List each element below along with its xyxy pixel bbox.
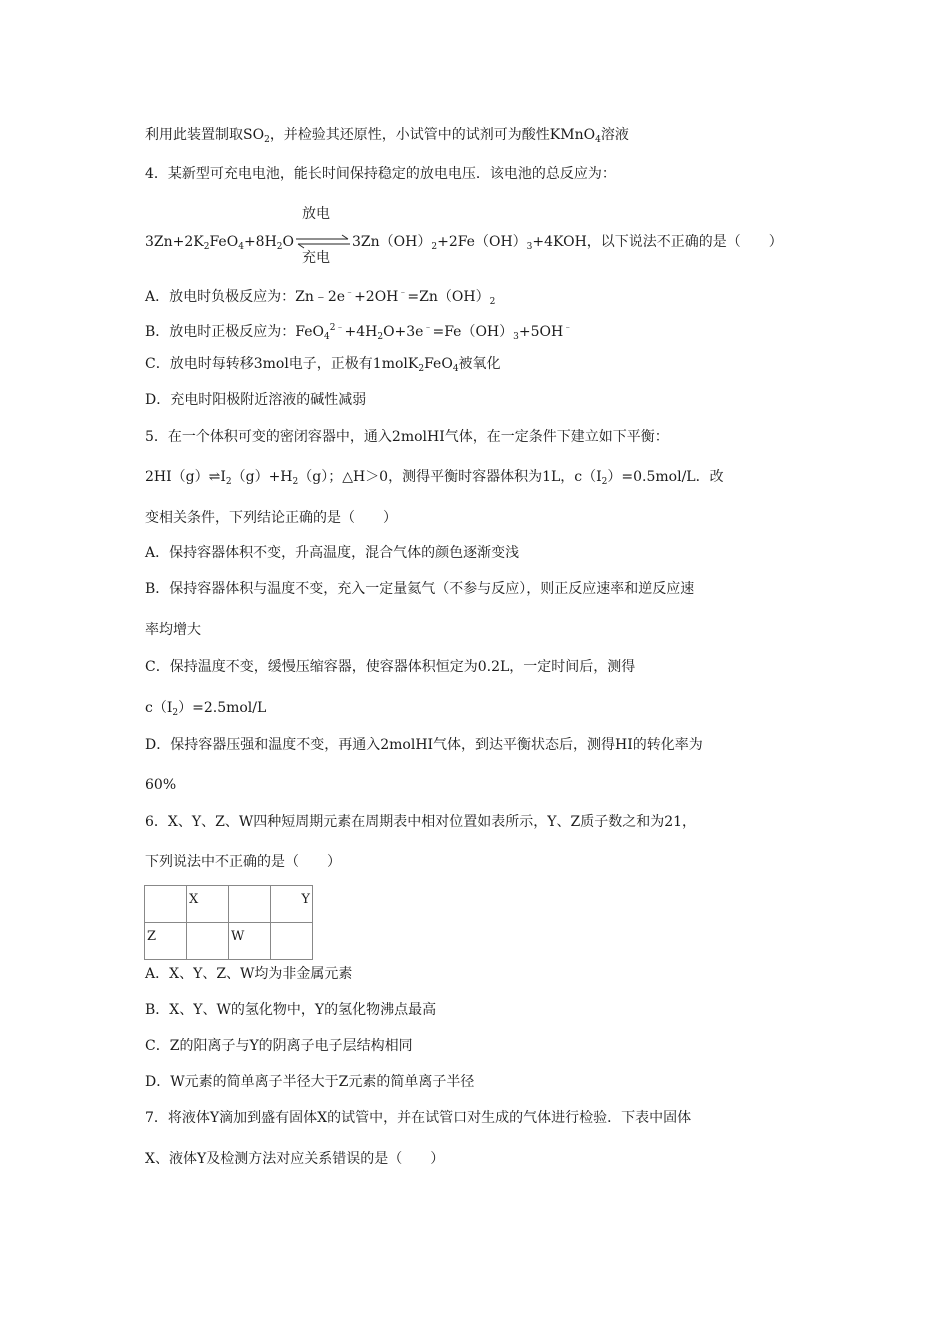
q4-stem: 4．某新型可充电电池，能长时间保持稳定的放电电压．该电池的总反应为： [145, 166, 616, 182]
q4-equation: $3Zn+2K_2FeO_4+8H_2O$ 放电 充电 $3Zn(OH)_2+2Fe(OH)_3+4KOH$，以下说法不正确的是（ ） [145, 206, 783, 266]
q4-option-a: A．放电时负极反应为：$Zn﹣2e^﹣+2OH^﹣=Zn(OH)_2$ [145, 288, 496, 307]
arrow-label-charge: 充电 [302, 250, 331, 266]
table-cell [187, 923, 229, 960]
q5-option-c-line2: $c(I_2)=2.5mol/L$ [145, 700, 267, 718]
table-cell: Y [271, 886, 313, 923]
table-cell: Z [145, 923, 187, 960]
q5-option-d-line2: 60% [145, 777, 177, 793]
periodic-position-table [144, 885, 313, 960]
arrow-label-discharge: 放电 [302, 206, 331, 222]
q6-option-a: A．X、Y、Z、W均为非金属元素 [145, 966, 353, 982]
q6-option-b: B．X、Y、W的氢化物中，Y的氢化物沸点最高 [145, 1002, 437, 1018]
q5-stem: 5．在一个体积可变的密闭容器中，通入2molHI气体，在一定条件下建立如下平衡： [145, 429, 669, 445]
q4-option-d: D．充电时阳极附近溶液的碱性减弱 [145, 392, 367, 408]
q5-option-b-line1: B．保持容器体积与温度不变，充入一定量氦气（不参与反应），则正反应速率和逆反应速 [145, 581, 695, 597]
table-row [145, 923, 313, 960]
table-cell: W [229, 923, 271, 960]
q5-stem-continued: 变相关条件，下列结论正确的是（ ） [145, 510, 397, 526]
q6-stem-line1: 6．X、Y、Z、W四种短周期元素在周期表中相对位置如表所示，Y、Z质子数之和为21， [145, 814, 697, 830]
q5-option-d-line1: D．保持容器压强和温度不变，再通入2molHI气体，到达平衡状态后，测得HI的转化率为 [145, 737, 703, 753]
reversible-arrow [294, 206, 352, 266]
q4-option-c: C．放电时每转移3mol电子，正极有1molK$_2$FeO$_4$被氧化 [145, 356, 501, 374]
table-cell: X [187, 886, 229, 923]
q6-option-d: D．W元素的简单离子半径大于Z元素的简单离子半径 [145, 1074, 475, 1090]
table-cell [271, 923, 313, 960]
table-cell [145, 886, 187, 923]
q5-option-a: A．保持容器体积不变，升高温度，混合气体的颜色逐渐变浅 [145, 545, 520, 561]
q5-option-c-line1: C．保持温度不变，缓慢压缩容器，使容器体积恒定为0.2L，一定时间后，测得 [145, 659, 636, 675]
q7-stem-line2: X、液体Y及检测方法对应关系错误的是（ ） [145, 1151, 445, 1167]
q4-option-b: B．放电时正极反应为：$FeO_4^{2﹣}+4H_2O+3e^﹣=Fe(OH)_3+5OH^﹣$ [145, 323, 573, 342]
q7-stem-line1: 7．将液体Y滴加到盛有固体X的试管中，并在试管口对生成的气体进行检验．下表中固体 [145, 1110, 692, 1126]
q5-equation: $2HI(g)\rightleftharpoons I_2(g)+H_2(g)$；△H＞0，测得平衡时容器体积为1L，$c(I_2)=0.5mol/L$．改 [145, 469, 724, 487]
q6-stem-line2: 下列说法中不正确的是（ ） [145, 854, 341, 870]
table-cell [229, 886, 271, 923]
q5-option-b-line2: 率均增大 [145, 622, 201, 638]
table-row [145, 886, 313, 923]
q6-option-c: C．Z的阳离子与Y的阴离子电子层结构相同 [145, 1038, 413, 1054]
intro-line: 利用此装置制取$SO_2$，并检验其还原性，小试管中的试剂可为酸性KMnO$_4$溶液 [145, 127, 629, 145]
